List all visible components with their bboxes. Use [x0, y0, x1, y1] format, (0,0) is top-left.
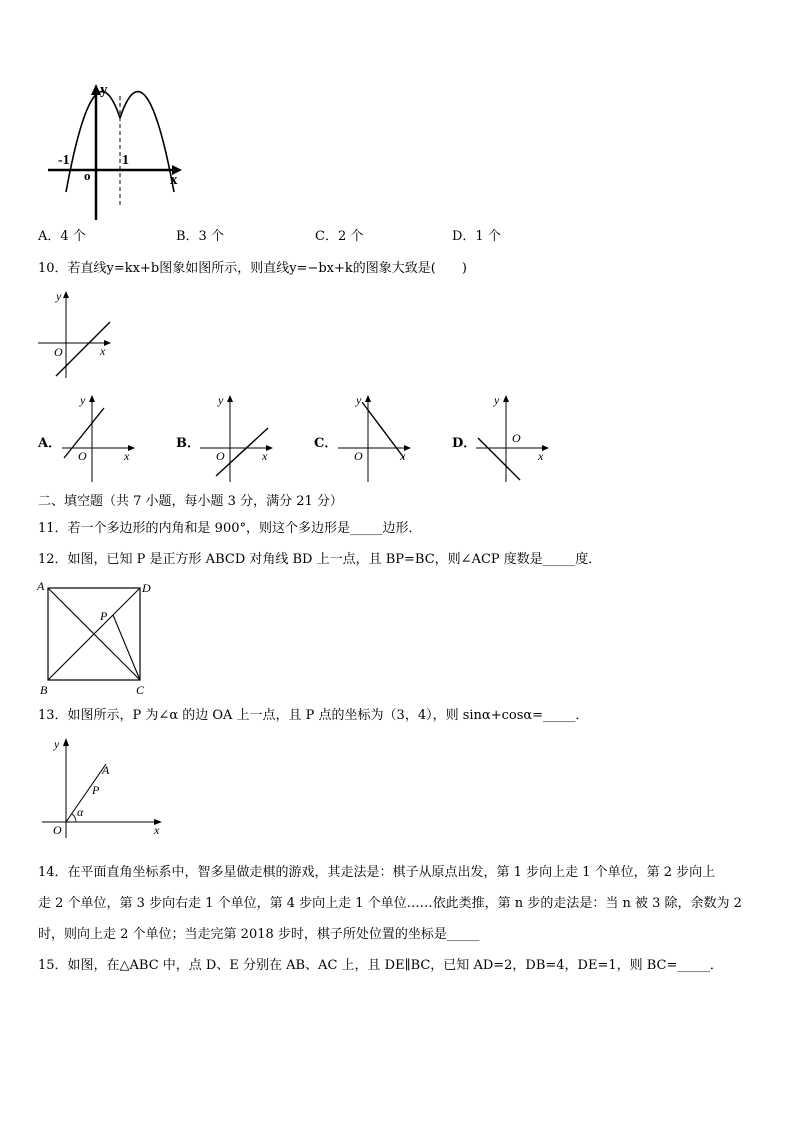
q9-parabola-graph — [44, 80, 189, 225]
q11-question: 11．若一个多边形的内角和是 900°，则这个多边形是_____边形． — [38, 521, 422, 536]
q14-line1: 14．在平面直角坐标系中，智多星做走棋的游戏，其走法是：棋子从原点出发，第 1 步向上走 1 个单位，第 2 步向上 — [38, 865, 716, 880]
q9-origin-label: o — [84, 168, 91, 183]
q10-b-y: y — [218, 393, 224, 407]
q10-question: 10．若直线y=kx+b图象如图所示，则直线y=−bx+k的图象大致是( ) — [38, 261, 467, 276]
q10-option-d-label: D． — [452, 436, 477, 451]
q13-label-alpha: α — [77, 805, 84, 819]
q14-line2: 走 2 个单位，第 3 步向右走 1 个单位，第 4 步向上走 1 个单位……依此类推，第 n 步的走法是：当 n 被 3 除，余数为 2 — [38, 896, 742, 911]
q10-d-x: x — [538, 449, 544, 463]
q10-option-a-label: A． — [38, 436, 62, 451]
q9-neg1-label: -1 — [58, 153, 70, 168]
q13-label-a: A — [102, 763, 110, 777]
q10-b-o: O — [216, 449, 225, 463]
q10-a-x: x — [124, 449, 130, 463]
q12-question: 12．如图，已知 P 是正方形 ABCD 对角线 BD 上一点，且 BP=BC，则∠ACP 度数是_____度． — [38, 552, 602, 567]
q13-label-y: y — [54, 737, 60, 751]
q10-main-x: x — [100, 344, 106, 358]
q12-label-d: D — [142, 581, 151, 595]
q10-c-x: x — [400, 449, 406, 463]
q9-x-label: x — [170, 172, 178, 188]
q10-a-o: O — [78, 449, 87, 463]
q10-d-y: y — [494, 393, 500, 407]
q10-option-c-label: C． — [314, 436, 338, 451]
q9-choice-a: A．4 个 — [38, 229, 86, 244]
q10-option-b-graph — [196, 392, 276, 484]
q10-c-o: O — [354, 449, 363, 463]
q13-label-p: P — [92, 783, 100, 797]
q9-choice-b: B．3 个 — [176, 229, 224, 244]
q10-option-d-graph — [472, 392, 552, 484]
q12-label-b: B — [40, 683, 48, 697]
q10-a-y: y — [80, 393, 86, 407]
q10-d-o: O — [512, 431, 521, 445]
section2-heading: 二、填空题（共 7 小题，每小题 3 分，满分 21 分） — [38, 494, 343, 509]
q13-label-x: x — [154, 823, 160, 837]
q9-choice-d: D．1 个 — [452, 229, 501, 244]
q13-angle-figure — [38, 734, 168, 844]
q12-label-p: P — [100, 609, 108, 623]
q10-option-c-graph — [334, 392, 414, 484]
q9-choice-c: C．2 个 — [315, 229, 364, 244]
q10-option-a-graph — [58, 392, 138, 484]
q9-y-label: y — [100, 82, 108, 98]
q12-label-c: C — [136, 683, 145, 697]
q12-label-a: A — [37, 579, 45, 593]
q13-question: 13．如图所示，P 为∠α 的边 OA 上一点，且 P 点的坐标为（3，4），则 sinα+cosα=_____． — [38, 708, 589, 723]
q10-b-x: x — [262, 449, 268, 463]
q10-c-y: y — [356, 393, 362, 407]
q10-main-o: O — [54, 345, 63, 359]
q12-square-figure — [34, 578, 158, 698]
q10-main-graph — [34, 288, 114, 380]
q15-question: 15．如图，在△ABC 中，点 D、E 分别在 AB、AC 上，且 DE∥BC，已知 AD=2，DB=4，DE=1，则 BC=_____． — [38, 958, 723, 973]
q10-option-b-label: B． — [176, 436, 200, 451]
q10-main-y: y — [56, 289, 62, 303]
q14-line3: 时，则向上走 2 个单位；当走完第 2018 步时，棋子所处位置的坐标是_____ — [38, 927, 480, 942]
q9-one-label: 1 — [122, 153, 129, 168]
q13-label-o: O — [53, 823, 62, 837]
